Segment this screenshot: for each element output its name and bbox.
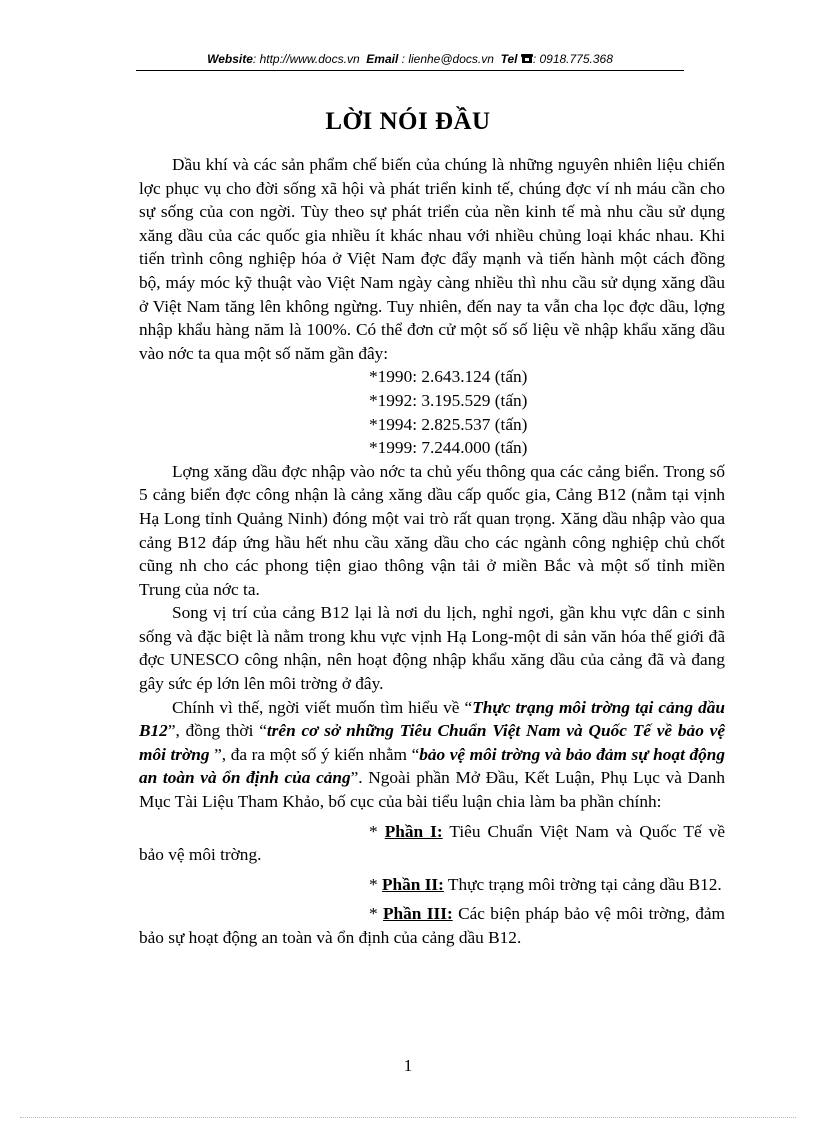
page-number: 1 <box>403 1056 413 1075</box>
part-star: * <box>369 874 382 894</box>
part-label: Phần II: <box>381 874 444 894</box>
tel-value: : 0918.775.368 <box>532 52 613 66</box>
page-header <box>136 52 684 71</box>
purpose-emphasis-1: Thực trạng môi trờng tại cảng dầu B12 <box>139 697 725 741</box>
email-value: : lienhe@docs.vn <box>398 52 494 66</box>
part-item <box>139 873 725 897</box>
page-title: LỜI NÓI ĐẦU <box>325 108 491 135</box>
purpose-text-b: ”, đồng thời “ <box>167 721 267 741</box>
part-star: * <box>369 821 385 841</box>
purpose-text-d: ”. Ngoài phần Mở Đầu, Kết Luận, Phụ Lục và Danh Mục Tài Liệu Tham Khảo, bố cục của bài tiểu luận chia làm ba phần chính: <box>139 768 725 812</box>
email-label: Email <box>366 52 399 66</box>
list-item: *1994: 2.825.537 (tấn) <box>369 414 528 434</box>
paragraph-ports: Lợng xăng dầu đợc nhập vào nớc ta chủ yếu thông qua các cảng biển. Trong số 5 cảng biển đợc công nhận là cảng xăng dầu cấp quốc gia, Cảng B12 (nằm tại vịnh Hạ Long tỉnh Quảng Ninh) đóng một vai trò rất quan trọng. Xăng dầu nhập vào qua cảng B12 đáp ứng hầu hết nhu cầu xăng dầu cho các ngành công nghiệp chủ chốt cũng nh cho các phong tiện giao thông vận tải ở miền Bắc và một số tỉnh miền Trung của nớc ta. <box>139 461 725 599</box>
part-label: Phần III: <box>383 904 453 924</box>
part-text: Tiêu Chuẩn Việt Nam và Quốc Tế về bảo vệ môi trờng. <box>139 821 725 865</box>
part-text: Thực trạng môi trờng tại cảng dầu B12. <box>443 874 722 894</box>
purpose-text-a: Chính vì thế, ngời viết muốn tìm hiểu về “ <box>172 697 473 717</box>
document-body <box>139 153 725 950</box>
part-star: * <box>369 904 383 924</box>
paragraph-intro: Dầu khí và các sản phẩm chế biến của chúng là những nguyên nhiên liệu chiến lợc phục vụ cho đời sống xã hội và phát triển kinh tế, chúng đợc ví nh máu cần cho sự sống của con ngời. Tùy theo sự phát triển của nền kinh tế mà nhu cầu sử dụng xăng dầu của các quốc gia nhiều ít khác nhau với nhiều chủng loại khác nhau. Khi tiến trình công nghiệp hóa ở Việt Nam đợc đẩy mạnh và tiến hành một cách đồng bộ, máy móc kỹ thuật vào Việt Nam ngày càng nhiều thì nhu cầu sử dụng xăng dầu ở Việt Nam tăng lên không ngừng. Tuy nhiên, đến nay ta vẫn cha lọc đợc dầu, lợng nhập khẩu hàng năm là 100%. Có thể đơn cử một số số liệu về nhập khẩu xăng dầu vào nớc ta qua một số năm gần đây: <box>139 155 725 363</box>
footer-divider <box>20 1117 796 1118</box>
tel-label: Tel <box>500 52 518 66</box>
purpose-text-c: ”, đa ra một số ý kiến nhằm “ <box>209 744 420 764</box>
import-list <box>139 365 725 459</box>
phone-icon <box>521 53 533 67</box>
website-value: : http://www.docs.vn <box>252 52 360 66</box>
list-item: *1999: 7.244.000 (tấn) <box>369 438 528 458</box>
list-item: *1992: 3.195.529 (tấn) <box>369 390 528 410</box>
part-item <box>139 902 725 949</box>
list-item: *1990: 2.643.124 (tấn) <box>369 367 528 387</box>
paragraph-location: Song vị trí của cảng B12 lại là nơi du lịch, nghỉ ngơi, gần khu vực dân c sinh sống và đặc biệt là nằm trong khu vực vịnh Hạ Long-một di sản văn hóa thế giới đã đợc UNESCO công nhận, nên hoạt động nhập khẩu xăng dầu của cảng đã và đang gây sức ép lớn lên môi trờng ở đây. <box>139 603 725 694</box>
part-text: Các biện pháp bảo vệ môi trờng, đảm bảo sự hoạt động an toàn và ổn định của cảng dầu B12. <box>139 904 725 947</box>
part-label: Phần I: <box>384 821 443 841</box>
website-label: Website <box>207 52 253 66</box>
purpose-emphasis-3: bảo vệ môi trờng và bảo đảm sự hoạt động an toàn và ổn định của cảng <box>139 744 725 788</box>
part-item <box>139 820 725 867</box>
purpose-emphasis-2: trên cơ sở những Tiêu Chuẩn Việt Nam và Quốc Tế về bảo vệ môi trờng <box>139 721 725 764</box>
paragraph-purpose <box>139 696 725 814</box>
